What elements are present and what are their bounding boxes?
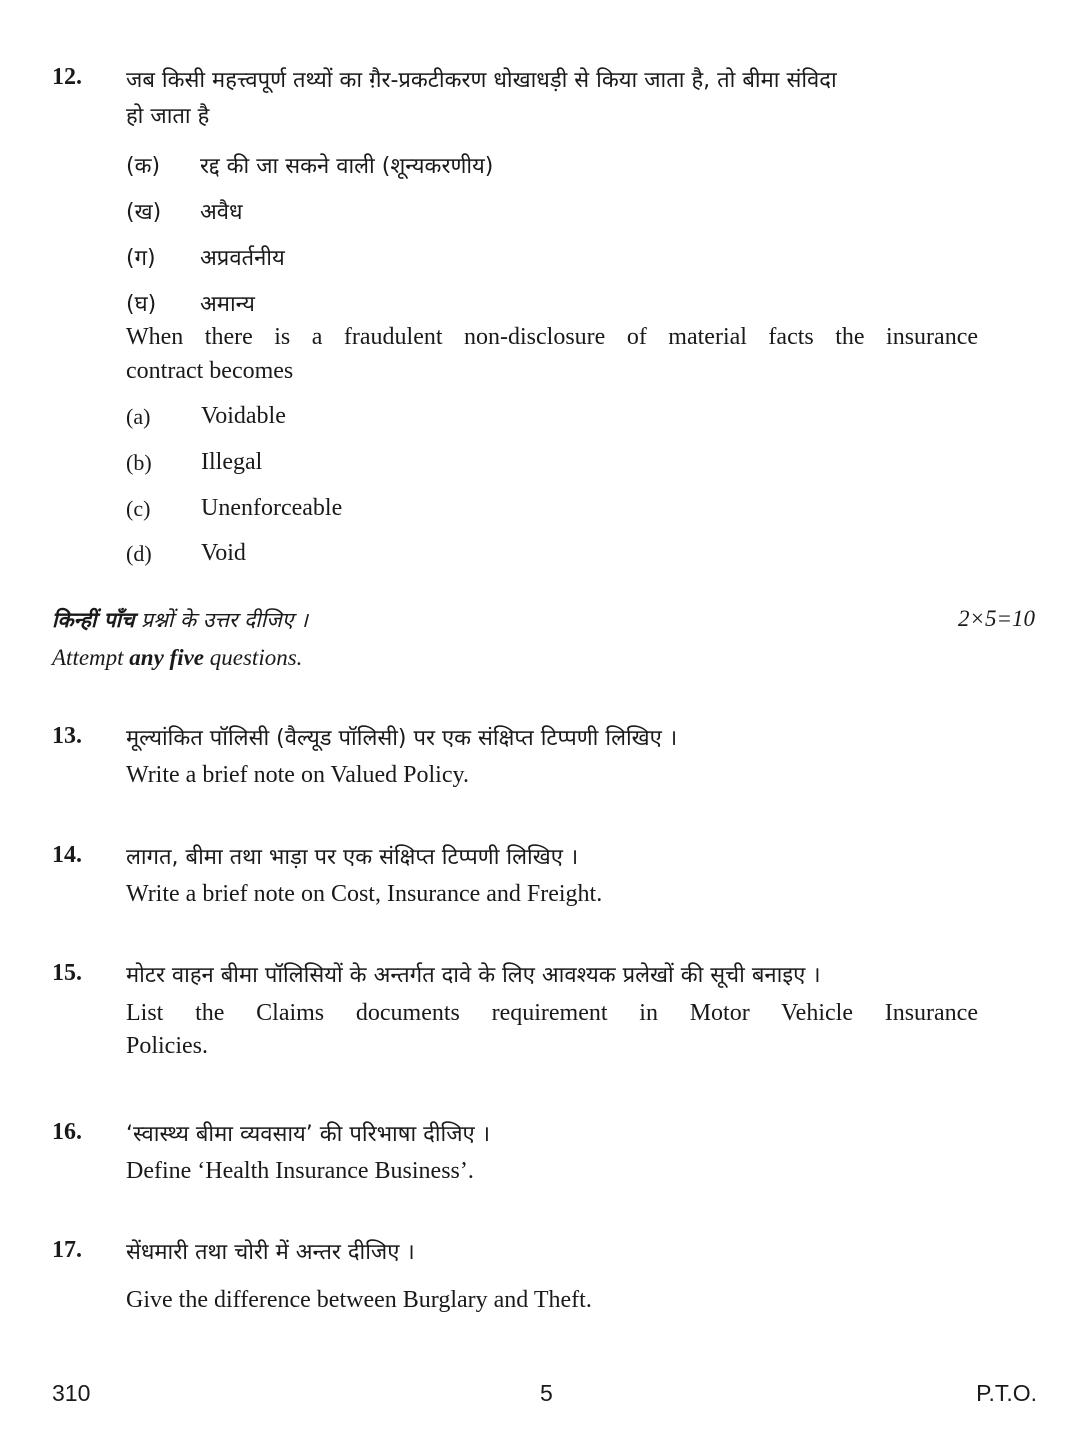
- option-text-english: Voidable: [201, 403, 286, 429]
- option-label: (b): [126, 450, 152, 475]
- option-label: (ख): [126, 200, 162, 225]
- question-text-hindi: मूल्यांकित पॉलिसी (वैल्यूड पॉलिसी) पर एक संक्षिप्त टिप्पणी लिखिए ।: [126, 726, 678, 751]
- option-text-english: Unenforceable: [201, 495, 343, 521]
- question-text-hindi: जब किसी महत्त्वपूर्ण तथ्यों का ग़ैर-प्रकटीकरण धोखाधड़ी से किया जाता है, तो बीमा संविदा: [126, 68, 837, 93]
- question-text-hindi: मोटर वाहन बीमा पॉलिसियों के अन्तर्गत दावे के लिए आवश्यक प्रलेखों की सूची बनाइए ।: [126, 963, 821, 988]
- option-label: (c): [126, 496, 151, 521]
- question-text-hindi: ‘स्वास्थ्य बीमा व्यवसाय’ की परिभाषा दीजिए ।: [126, 1122, 491, 1147]
- option-text-english: Illegal: [201, 449, 263, 475]
- question-number: 16.: [52, 1119, 82, 1145]
- question-text-hindi: हो जाता है: [126, 104, 210, 129]
- question-text-english: contract becomes: [126, 358, 294, 384]
- option-label: (घ): [126, 292, 157, 317]
- question-number: 13.: [52, 723, 82, 749]
- option-text-hindi: रद्द की जा सकने वाली (शून्यकरणीय): [200, 154, 494, 179]
- question-number: 14.: [52, 842, 82, 868]
- question-text-hindi: सेंधमारी तथा चोरी में अन्तर दीजिए ।: [126, 1240, 415, 1265]
- question-text-hindi: लागत, बीमा तथा भाड़ा पर एक संक्षिप्त टिप्पणी लिखिए ।: [126, 845, 579, 870]
- option-label: (क): [126, 154, 161, 179]
- option-text-hindi: अवैध: [200, 200, 243, 225]
- question-text-english: Give the difference between Burglary and Theft.: [126, 1287, 592, 1313]
- please-turn-over: P.T.O.: [976, 1380, 1037, 1406]
- question-text-english: Define ‘Health Insurance Business’.: [126, 1158, 474, 1184]
- section-instruction-english: Attempt any five questions.: [52, 645, 303, 670]
- question-text-english: Policies.: [126, 1033, 208, 1059]
- question-text-english: Write a brief note on Valued Policy.: [126, 762, 469, 788]
- question-number: 15.: [52, 960, 82, 986]
- question-text-english: List the Claims documents requirement in Motor Vehicle Insurance: [126, 1000, 978, 1026]
- option-text-hindi: अमान्य: [200, 292, 255, 317]
- question-text-english: When there is a fraudulent non-disclosure of material facts the insurance: [126, 324, 978, 350]
- option-text-english: Void: [201, 540, 246, 566]
- page-number: 5: [540, 1380, 553, 1406]
- question-text-english: Write a brief note on Cost, Insurance and Freight.: [126, 881, 603, 907]
- option-label: (d): [126, 541, 152, 566]
- paper-code: 310: [52, 1380, 91, 1406]
- option-text-hindi: अप्रवर्तनीय: [200, 246, 285, 271]
- section-instruction-hindi: किन्हीं पाँच प्रश्नों के उत्तर दीजिए ।: [52, 607, 308, 632]
- question-number: 12.: [52, 64, 82, 90]
- option-label: (ग): [126, 246, 156, 271]
- option-label: (a): [126, 404, 151, 429]
- question-number: 17.: [52, 1237, 82, 1263]
- marks-allocation: 2×5=10: [957, 606, 1035, 631]
